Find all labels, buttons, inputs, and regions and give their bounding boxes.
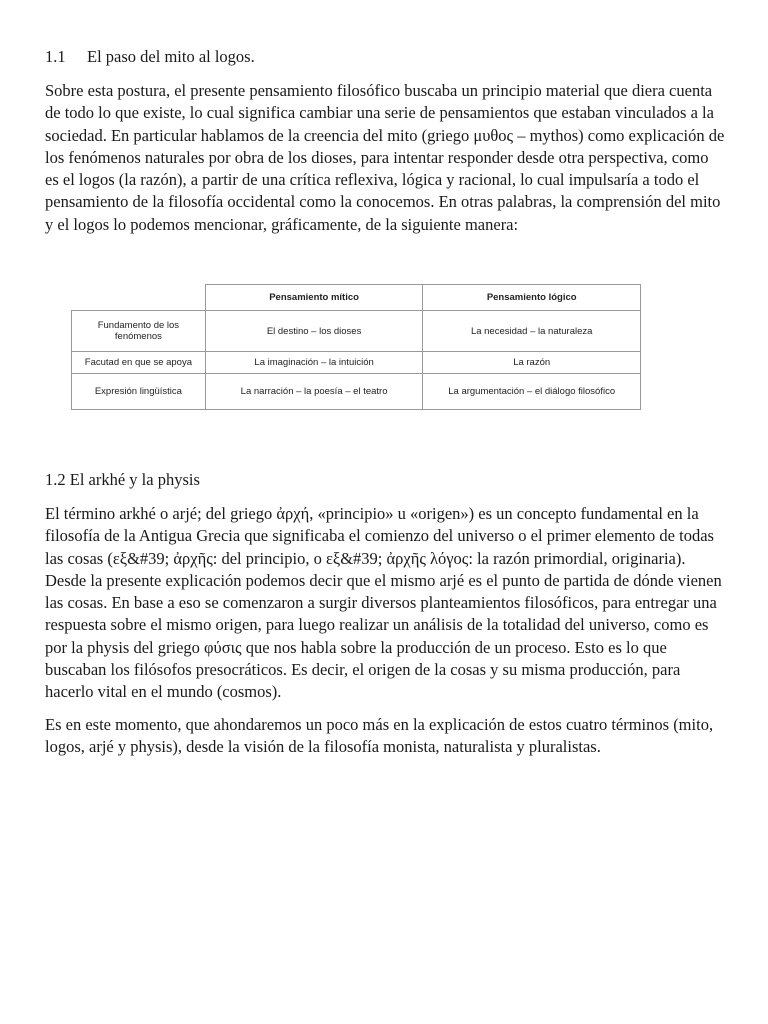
table-cell: La argumentación – el diálogo filosófico — [423, 374, 641, 410]
table-header-logico: Pensamiento lógico — [423, 285, 641, 311]
table-cell: La necesidad – la naturaleza — [423, 311, 641, 352]
section-1-title: El paso del mito al logos. — [87, 47, 255, 66]
table-cell: El destino – los dioses — [205, 311, 423, 352]
section-1-heading — [45, 47, 255, 67]
table-cell: La imaginación – la intuición — [205, 352, 423, 374]
table-row — [72, 374, 641, 410]
section-2-heading: 1.2 El arkhé y la physis — [45, 470, 200, 489]
table-header-row — [72, 285, 641, 311]
table-row — [72, 352, 641, 374]
table-cell: Expresión lingüística — [72, 374, 206, 410]
table-header-empty — [72, 285, 206, 311]
table-cell: La razón — [423, 352, 641, 374]
section-2-paragraph-2: Es en este momento, que ahondaremos un poco más en la explicación de estos cuatro términos (mito, logos, arjé y physis), desde la visión de la filosofía monista, naturalista y pluralistas. — [45, 715, 714, 757]
table-cell: Fundamento de los fenómenos — [72, 311, 206, 352]
section-1-number: 1.1 — [45, 47, 66, 66]
table-cell: Facutad en que se apoya — [72, 352, 206, 374]
section-1-paragraph: Sobre esta postura, el presente pensamiento filosófico buscaba un principio material que diera cuenta de todo lo que existe, lo cual significa cambiar una serie de pensamientos que estaban vinculados a la sociedad. En particular hablamos de la creencia del mito (griego μυθος – mythos) como explicación de los fenómenos naturales por obra de los dioses, para intentar responder desde otra perspectiva, como es el logos (la razón), a partir de una crítica reflexiva, lógica y racional, lo cual impulsaría a todo el pensamiento de la filosofía occidental como la conocemos. En otras palabras, la comprensión del mito y el logos lo podemos mencionar, gráficamente, de la siguiente manera: — [45, 81, 725, 234]
section-2-paragraph-1: El término arkhé o arjé; del griego ἀρχή, «principio» u «origen») es un concepto fundamental en la filosofía de la Antigua Grecia que significaba el comienzo del universo o el primer elemento de todas las cosas (εξ&#39; ἀρχῆς: del principio, o εξ&#39; ἀρχῆς λόγος: la razón primordial, originaria). Desde la presente explicación podemos decir que el mismo arjé es el punto de partida de dónde vienen las cosas. En base a eso se comenzaron a surgir diversos planteamientos filosóficos, para entregar una respuesta sobre el mismo origen, para luego realizar un análisis de la totalidad del universo, como es por la physis del griego φύσις que nos habla sobre la producción de un proceso. Esto es lo que buscaban los filósofos presocráticos. Es decir, el origen de la cosas y su misma producción, para hacerlo vital en el mundo (cosmos). — [45, 504, 722, 702]
table-cell: La narración – la poesía – el teatro — [205, 374, 423, 410]
mito-logos-table — [71, 284, 641, 410]
table-row — [72, 311, 641, 352]
table-header-mitico: Pensamiento mítico — [205, 285, 423, 311]
